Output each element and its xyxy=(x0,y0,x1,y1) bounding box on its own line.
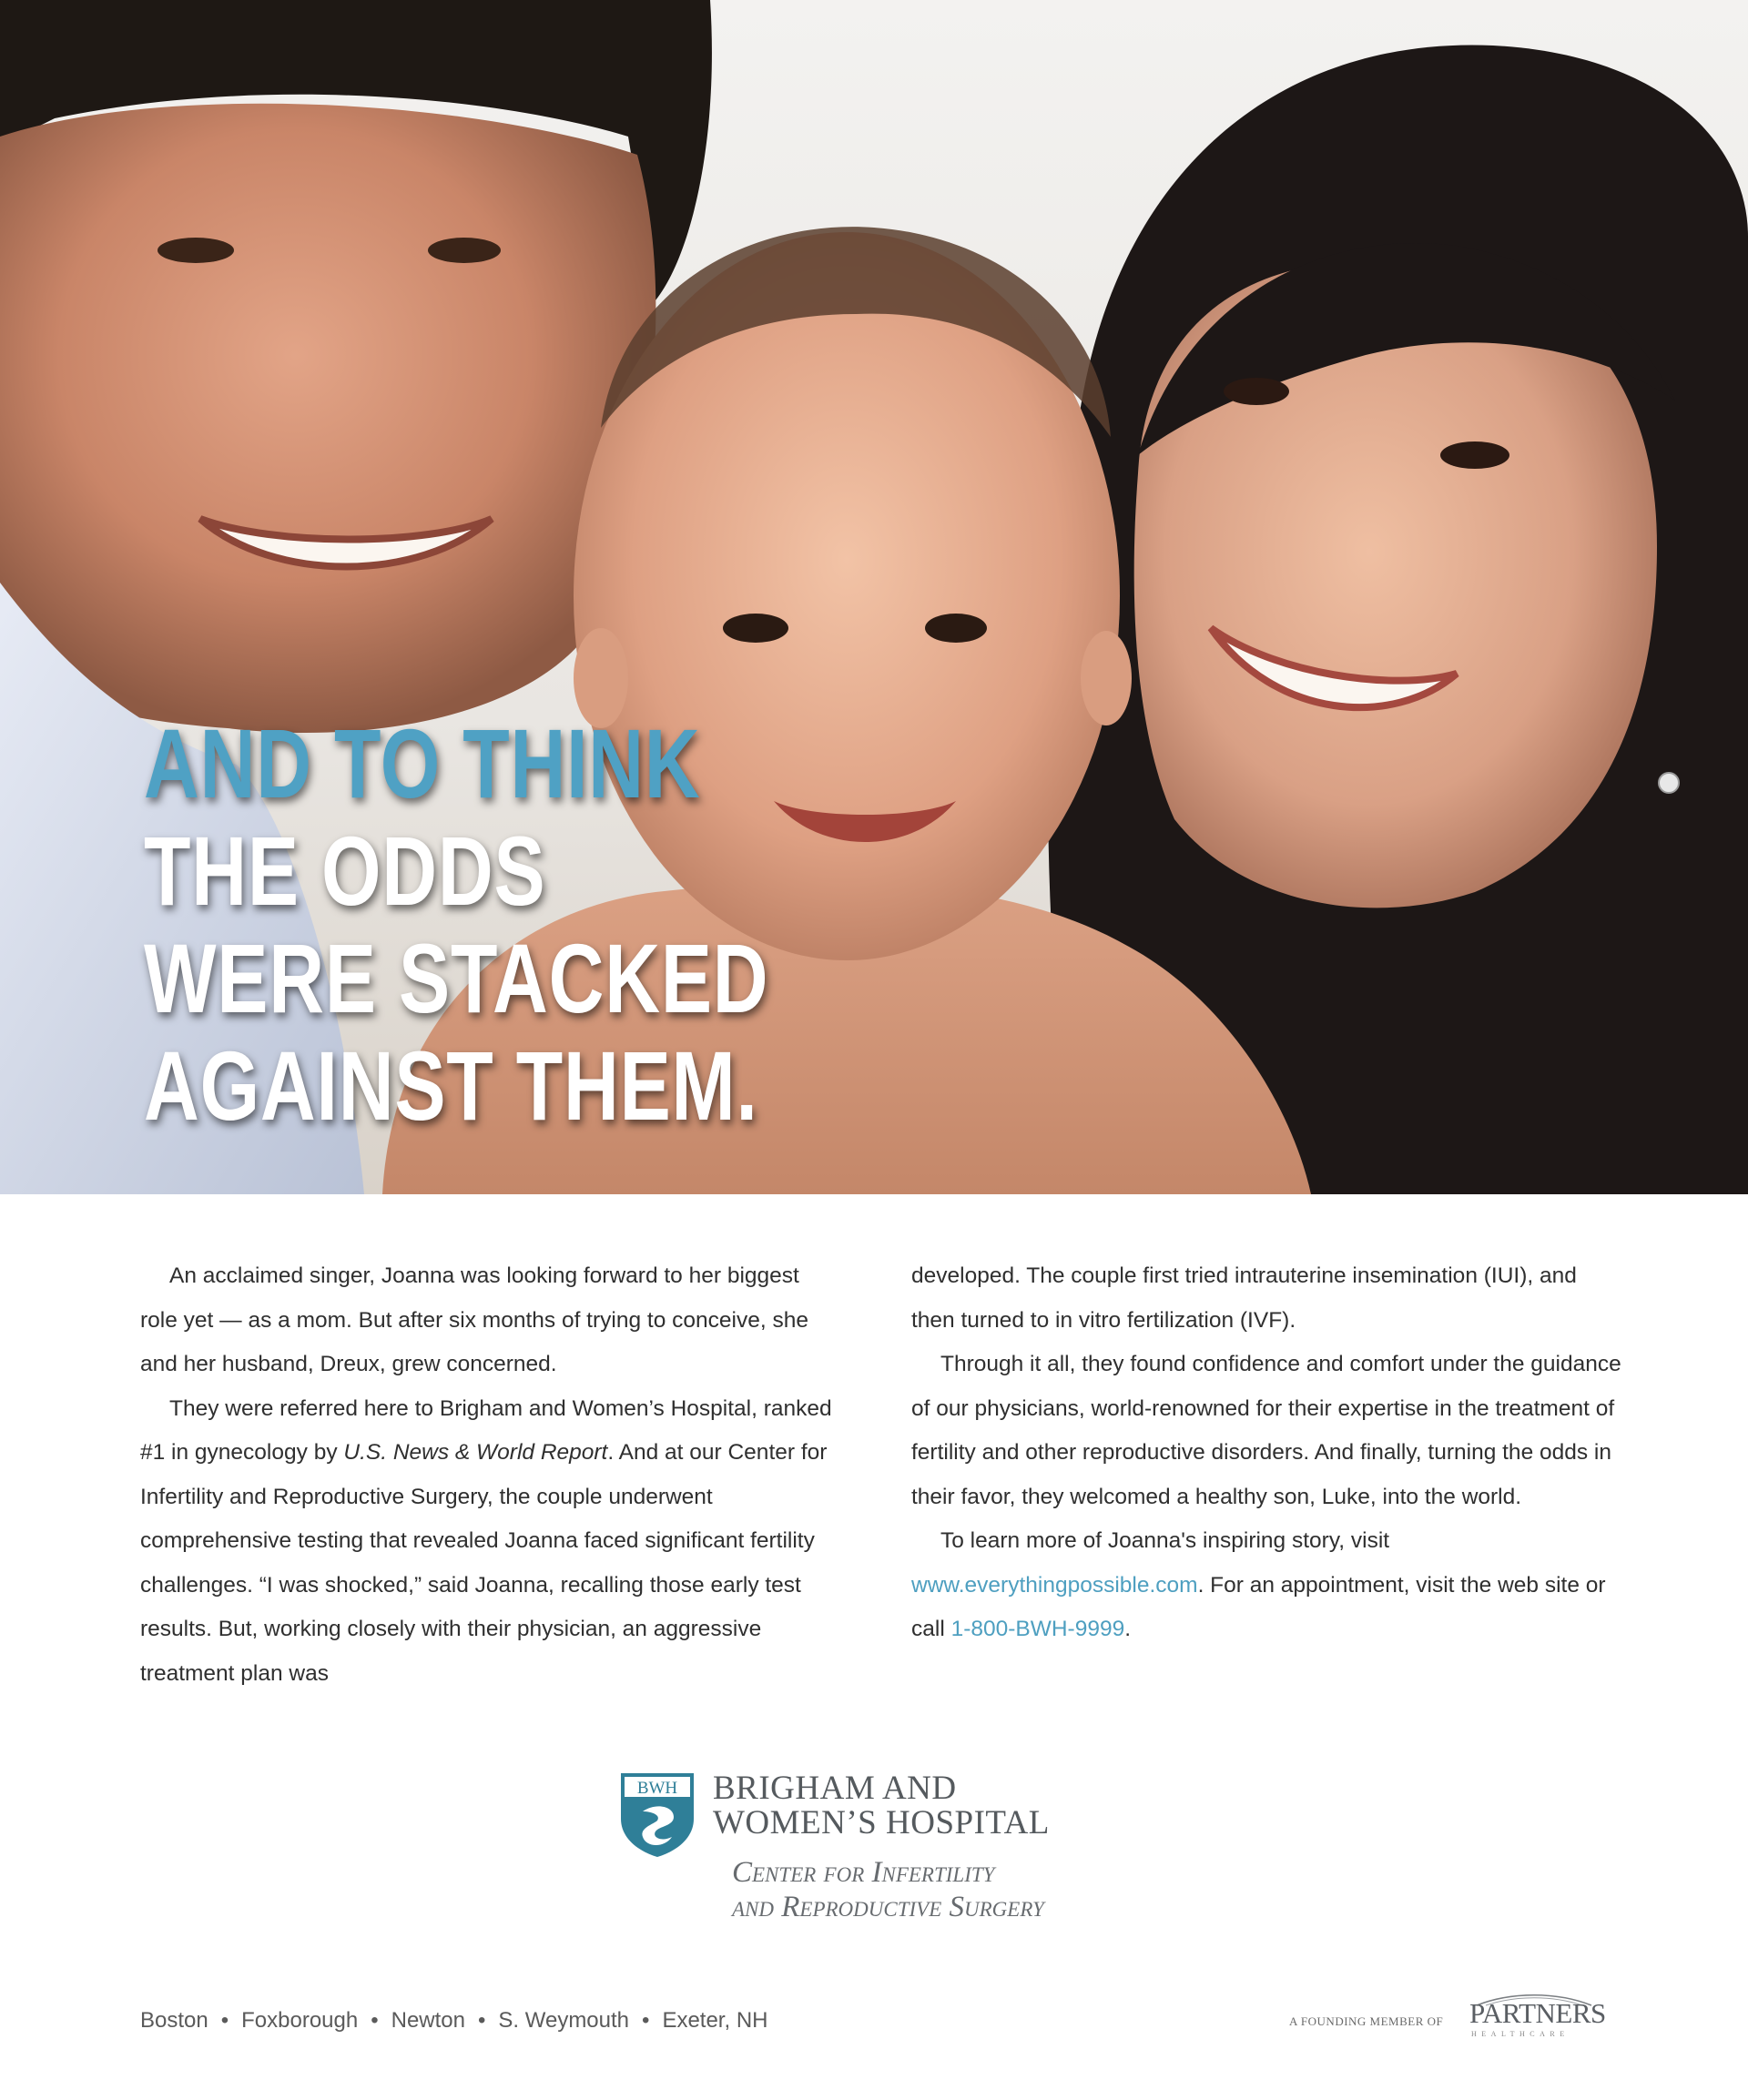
location: Boston xyxy=(140,2008,208,2033)
location: Exeter, NH xyxy=(662,2008,768,2033)
center-name-line-1: Center for Infertility xyxy=(732,1856,995,1889)
body-paragraph xyxy=(140,1387,841,1697)
org-name-line-2: WOMEN’S HOSPITAL xyxy=(713,1804,1050,1841)
location: Newton xyxy=(391,2008,465,2033)
body-column-right xyxy=(911,1254,1621,1652)
org-name-line-1: BRIGHAM AND xyxy=(713,1770,957,1807)
bwh-logo xyxy=(619,1771,1184,1926)
body-column-left xyxy=(140,1254,841,1696)
bullet-separator: • xyxy=(371,2008,379,2033)
location: Foxborough xyxy=(241,2008,359,2033)
headline-line-2: THE ODDS xyxy=(144,816,546,926)
headline-line-1: AND TO THINK xyxy=(144,708,701,818)
locations-list xyxy=(140,2008,767,2034)
website-link[interactable]: www.everythingpossible.com xyxy=(911,1572,1198,1598)
body-text: They were referred here to Brigham and Women’s Hospital, ranked #1 in gynecology by xyxy=(140,1395,832,1465)
body-text: To learn more of Joanna's inspiring story, visit xyxy=(940,1528,1390,1553)
bullet-separator: • xyxy=(478,2008,486,2033)
founding-member-text: A FOUNDING MEMBER OF xyxy=(1289,2014,1444,2028)
body-paragraph: Through it all, they found confidence and comfort under the guidance of our physicians, world-renowned for their expertise in the treatment of fertility and other reproductive disorders. And finally, turning the odds in their favor, they welcomed a healthy son, Luke, into the world. xyxy=(911,1352,1621,1509)
bullet-separator: • xyxy=(220,2008,229,2033)
healthcare-text: HEALTHCARE xyxy=(1471,2030,1570,2038)
partners-name: PARTNERS xyxy=(1469,1997,1606,2029)
headline xyxy=(144,710,768,1140)
body-text: . For an appointment, visit the web site or call xyxy=(911,1572,1606,1641)
body-text: . xyxy=(1124,1617,1132,1641)
phone-number[interactable]: 1-800-BWH-9999 xyxy=(950,1617,1125,1641)
shield-text: BWH xyxy=(636,1779,678,1798)
center-name xyxy=(732,1855,1044,1924)
body-text: . And at our Center for Infertility and Reproductive Surgery, the couple underwent comprehensive testing that revealed Joanna faced significant fertility challenges. “I was shocked,” said Joanna, recalling those early test results. But, working closely with their physician, an aggressive treatment plan was xyxy=(140,1440,828,1686)
organization-name xyxy=(713,1771,1050,1841)
center-name-line-2: and Reproductive Surgery xyxy=(732,1891,1044,1923)
body-paragraph xyxy=(911,1519,1621,1652)
bullet-separator: • xyxy=(642,2008,650,2033)
publication-name: U.S. News & World Report xyxy=(343,1440,608,1465)
bwh-shield-icon xyxy=(619,1771,696,1859)
body-paragraph: developed. The couple first tried intrauterine insemination (IUI), and then turned to in vitro fertilization (IVF). xyxy=(911,1263,1577,1333)
location: S. Weymouth xyxy=(498,2008,630,2033)
headline-line-4: AGAINST THEM. xyxy=(144,1030,758,1141)
body-paragraph: An acclaimed singer, Joanna was looking forward to her biggest role yet — as a mom. But after six months of trying to conceive, she and her husband, Dreux, grew concerned. xyxy=(140,1263,808,1376)
headline-line-3: WERE STACKED xyxy=(144,923,769,1033)
partners-healthcare-logo xyxy=(1289,1993,1606,2048)
